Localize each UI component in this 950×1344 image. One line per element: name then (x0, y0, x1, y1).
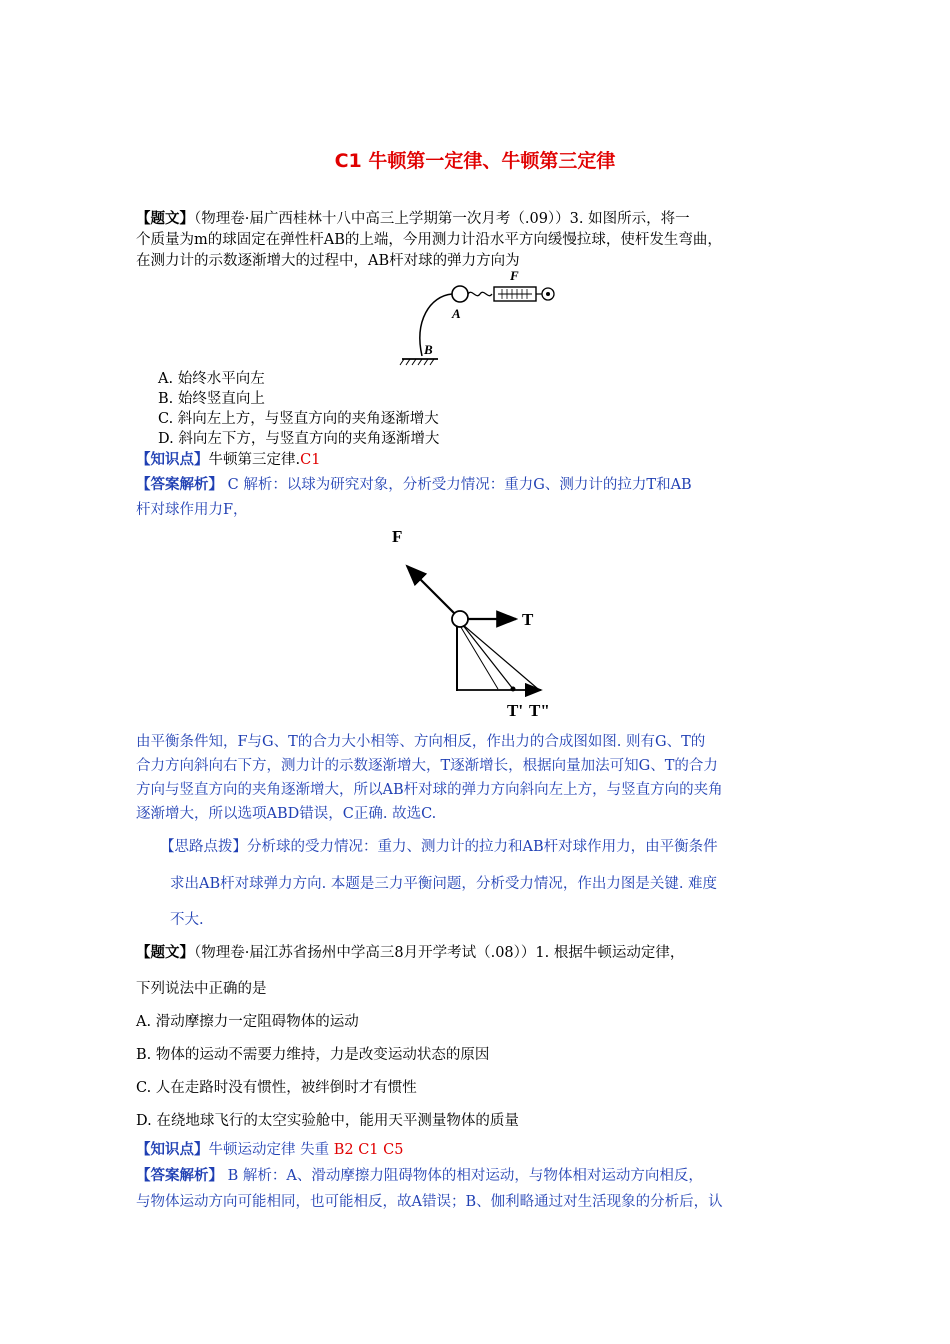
label-T-force: T (522, 610, 534, 629)
q1-stem-line3: 在测力计的示数逐渐增大的过程中，AB杆对球的弹力方向为 (136, 253, 520, 269)
q1-kp-code: C1 (300, 452, 321, 468)
label-F-force: F (392, 527, 403, 546)
q2-kp-text: 牛顿运动定律 失重 (208, 1142, 330, 1158)
q1-option-d: D. 斜向左下方，与竖直方向的夹角逐渐增大 (158, 431, 440, 447)
q1-knowledge-point (136, 450, 826, 470)
q1-tip-text1: 分析球的受力情况：重力、测力计的拉力和AB杆对球作用力，由平衡条件 (247, 839, 718, 855)
q2-tag: 【题文】 (136, 944, 194, 961)
q2-stem-line2: 下列说法中正确的是 (136, 981, 267, 997)
resultant-1 (462, 624, 513, 689)
label-B: B (424, 342, 433, 357)
q2-stem-line1 (136, 943, 826, 963)
label-T-prime: T' (507, 701, 524, 720)
label-T-double-prime: T" (529, 701, 550, 720)
label-A: A (452, 306, 461, 321)
spring-rod-figure (390, 266, 570, 372)
q2-option-d: D. 在绕地球飞行的太空实验舱中，能用天平测量物体的质量 (136, 1113, 519, 1129)
q1-tip-line3: 不大. (170, 912, 204, 928)
q1-explain-line1: 由平衡条件知，F与G、T的合力大小相等、方向相反，作出力的合成图如图. 则有G、T的 (136, 734, 706, 750)
q1-option-a: A. 始终水平向左 (158, 371, 265, 387)
q2-line1-text: （物理卷·届江苏省扬州中学高三8月开学考试（.08））1. 根据牛顿运动定律， (194, 945, 685, 961)
q1-option-b: B. 始终竖直向上 (158, 391, 265, 407)
resultant-2 (462, 624, 538, 689)
q2-ans-text: B 解析：A、滑动摩擦力阻碍物体的相对运动，与物体相对运动方向相反， (223, 1168, 703, 1184)
q1-explain-line4: 逐渐增大，所以选项ABD错误，C正确. 故选C. (136, 806, 437, 822)
spring-coil (468, 292, 492, 295)
q1-answer-line2: 杆对球作用力F， (136, 502, 248, 518)
q1-kp-tag: 【知识点】 (136, 451, 209, 468)
q2-answer-line1 (136, 1166, 826, 1186)
resultant-0 (459, 624, 498, 689)
q2-kp-code: B2 C1 C5 (333, 1142, 404, 1158)
q1-tip-line1 (160, 835, 850, 856)
q1-option-c: C. 斜向左上方，与竖直方向的夹角逐渐增大 (158, 411, 439, 427)
label-F: F (510, 268, 519, 283)
q1-answer-line1 (136, 475, 826, 495)
q2-knowledge-point (136, 1140, 826, 1160)
page-title: C1 牛顿第一定律、牛顿第三定律 (334, 150, 616, 172)
q2-option-a: A. 滑动摩擦力一定阻碍物体的运动 (136, 1014, 359, 1030)
q1-explain-line2: 合力方向斜向右下方，测力计的示数逐渐增大，T逐渐增长，根据向量加法可知G、T的合力 (136, 758, 718, 774)
q1-ans-tag: 【答案解析】 (136, 476, 223, 493)
force-F-arrow (407, 566, 454, 613)
q2-option-c: C. 人在走路时没有惯性，被绊倒时才有惯性 (136, 1080, 417, 1096)
q1-tip-tag: 【思路点拨】 (160, 839, 247, 855)
q1-kp-text: 牛顿第三定律. (208, 452, 301, 468)
force-diagram (380, 520, 570, 720)
q1-tag: 【题文】 (136, 210, 194, 227)
ball (452, 286, 468, 302)
q1-line1-text: （物理卷·届广西桂林十八中高三上学期第一次月考（.09））3. 如图所示，将一 (194, 211, 690, 227)
ball-node (452, 611, 468, 627)
q1-ans-text: C 解析：以球为研究对象，分析受力情况：重力G、测力计的拉力T和AB (223, 477, 692, 493)
q2-option-b: B. 物体的运动不需要力维持，力是改变运动状态的原因 (136, 1047, 490, 1063)
q2-kp-tag: 【知识点】 (136, 1141, 209, 1158)
q1-stem-line2: 个质量为m的球固定在弹性杆AB的上端，今用测力计沿水平方向缓慢拉球，使杆发生弯曲， (136, 232, 722, 248)
q2-ans-tag: 【答案解析】 (136, 1167, 223, 1184)
q1-stem-line1 (136, 209, 826, 229)
q2-answer-line2: 与物体运动方向可能相同，也可能相反，故A错误；B、伽利略通过对生活现象的分析后，认 (136, 1194, 723, 1210)
q1-tip-line2: 求出AB杆对球弹力方向. 本题是三力平衡问题，分析受力情况，作出力图是关键. 难度 (170, 876, 718, 892)
q1-explain-line3: 方向与竖直方向的夹角逐渐增大，所以AB杆对球的弹力方向斜向左上方，与竖直方向的夹角 (136, 782, 723, 798)
